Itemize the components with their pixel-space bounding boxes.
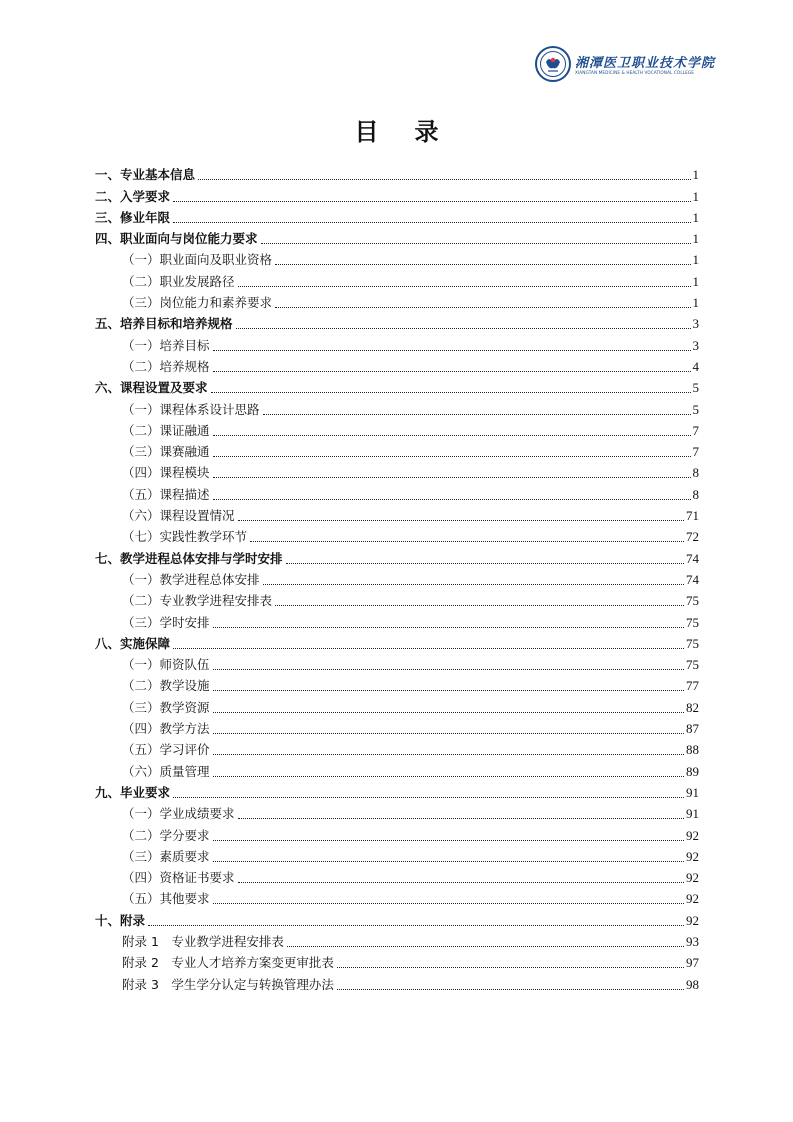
toc-entry-page: 1	[692, 273, 699, 289]
toc-entry-page: 92	[686, 912, 699, 928]
toc-dot-leader	[173, 221, 690, 223]
toc-dot-leader	[148, 924, 684, 926]
toc-entry-page: 92	[686, 827, 699, 843]
toc-entry-page: 71	[686, 508, 699, 524]
toc-dot-leader	[211, 391, 691, 393]
toc-entry-page: 74	[686, 550, 699, 566]
toc-entry-page: 7	[692, 422, 699, 438]
toc-dot-leader	[275, 263, 690, 265]
toc-entry-page: 72	[686, 529, 699, 545]
college-seal-icon	[535, 46, 571, 82]
toc-entry-page: 91	[686, 784, 699, 800]
toc-entry-page: 92	[686, 891, 699, 907]
toc-entry-page: 93	[686, 933, 699, 949]
college-logo	[535, 46, 716, 86]
toc-entry-page: 75	[686, 614, 699, 630]
toc-dot-leader	[173, 796, 684, 798]
toc-entry-page: 74	[686, 571, 699, 587]
toc-entry[interactable]	[95, 886, 699, 907]
toc-entry-label: （二）培养规格	[122, 358, 210, 374]
toc-dot-leader	[337, 966, 684, 968]
toc-entry-label: （六）课程设置情况	[122, 508, 235, 524]
toc-entry[interactable]	[95, 439, 699, 460]
toc-entry-label: （五）学习评价	[122, 742, 210, 758]
toc-entry-page: 91	[686, 806, 699, 822]
toc-dot-leader	[213, 476, 691, 478]
toc-dot-leader	[250, 540, 684, 542]
toc-entry[interactable]	[95, 545, 699, 566]
toc-entry-label: （三）学时安排	[122, 614, 210, 630]
toc-entry[interactable]	[95, 929, 699, 950]
toc-entry[interactable]	[95, 631, 699, 652]
toc-entry-label: （一）学业成绩要求	[122, 806, 235, 822]
toc-entry-label: 十、附录	[95, 912, 146, 928]
toc-entry-label: （三）素质要求	[122, 848, 210, 864]
toc-dot-leader	[275, 604, 684, 606]
toc-entry-label: 附录 1 专业教学进程安排表	[122, 933, 284, 949]
toc-entry-label: （四）教学方法	[122, 721, 210, 737]
toc-dot-leader	[213, 732, 684, 734]
toc-dot-leader	[275, 306, 690, 308]
toc-entry[interactable]	[95, 524, 699, 545]
toc-entry-label: （一）职业面向及职业资格	[122, 252, 273, 268]
toc-entry-page: 5	[692, 380, 699, 396]
toc-entry-page: 92	[686, 848, 699, 864]
toc-entry-label: （三）教学资源	[122, 699, 210, 715]
toc-entry[interactable]	[95, 205, 699, 226]
toc-dot-leader	[173, 647, 684, 649]
toc-dot-leader	[261, 242, 691, 244]
toc-entry[interactable]	[95, 801, 699, 822]
toc-dot-leader	[213, 711, 684, 713]
toc-dot-leader	[337, 988, 684, 990]
college-english-name: XIANGTAN MEDICINE & HEALTH VOCATIONAL COLLEGE	[575, 70, 695, 75]
toc-entry-page: 8	[692, 465, 699, 481]
toc-entry-label: 附录 3 学生学分认定与转换管理办法	[122, 976, 334, 992]
toc-entry-page: 5	[692, 401, 699, 417]
toc-entry-label: 六、课程设置及要求	[95, 380, 208, 396]
toc-entry[interactable]	[95, 503, 699, 524]
toc-entry[interactable]	[95, 737, 699, 758]
toc-entry-page: 1	[692, 209, 699, 225]
toc-entry[interactable]	[95, 481, 699, 502]
toc-entry-label: 附录 2 专业人才培养方案变更审批表	[122, 955, 334, 971]
toc-dot-leader	[287, 945, 684, 947]
toc-entry-page: 1	[692, 188, 699, 204]
toc-entry-page: 4	[692, 358, 699, 374]
toc-entry[interactable]	[95, 460, 699, 481]
toc-entry-label: （七）实践性教学环节	[122, 529, 248, 545]
toc-entry[interactable]	[95, 950, 699, 971]
toc-entry-page: 97	[686, 955, 699, 971]
toc-entry-label: （一）师资队伍	[122, 657, 210, 673]
toc-entry-label: 八、实施保障	[95, 635, 171, 651]
toc-entry[interactable]	[95, 588, 699, 609]
toc-entry-page: 8	[692, 486, 699, 502]
toc-entry-page: 87	[686, 721, 699, 737]
toc-entry[interactable]	[95, 396, 699, 417]
toc-entry-label: 三、修业年限	[95, 209, 171, 225]
toc-dot-leader	[238, 519, 684, 521]
toc-dot-leader	[263, 583, 684, 585]
toc-entry-label: （五）其他要求	[122, 891, 210, 907]
toc-dot-leader	[213, 370, 691, 372]
toc-dot-leader	[213, 455, 691, 457]
toc-dot-leader	[213, 349, 691, 351]
toc-entry-page: 1	[692, 295, 699, 311]
toc-entry-page: 88	[686, 742, 699, 758]
toc-entry[interactable]	[95, 375, 699, 396]
toc-entry[interactable]	[95, 673, 699, 694]
toc-entry-page: 98	[686, 976, 699, 992]
toc-entry-page: 1	[692, 231, 699, 247]
toc-dot-leader	[213, 902, 684, 904]
toc-entry-label: （三）岗位能力和素养要求	[122, 295, 273, 311]
toc-entry-page: 1	[692, 252, 699, 268]
toc-entry-label: 七、教学进程总体安排与学时安排	[95, 550, 283, 566]
toc-entry-label: （二）学分要求	[122, 827, 210, 843]
toc-entry[interactable]	[95, 694, 699, 715]
toc-entry-page: 3	[692, 316, 699, 332]
toc-dot-leader	[173, 200, 690, 202]
toc-dot-leader	[263, 413, 691, 415]
toc-entry[interactable]	[95, 418, 699, 439]
toc-entry-page: 77	[686, 678, 699, 694]
toc-dot-leader	[236, 327, 691, 329]
toc-entry-page: 89	[686, 763, 699, 779]
page-title: 目录	[354, 118, 475, 146]
toc-entry-page: 92	[686, 870, 699, 886]
toc-entry-page: 75	[686, 635, 699, 651]
toc-entry-label: 二、入学要求	[95, 188, 171, 204]
toc-dot-leader	[238, 817, 684, 819]
toc-dot-leader	[213, 498, 691, 500]
toc-entry-label: （一）课程体系设计思路	[122, 401, 260, 417]
toc-entry-page: 1	[692, 167, 699, 183]
toc-entry-label: （一）教学进程总体安排	[122, 571, 260, 587]
toc-entry-label: （一）培养目标	[122, 337, 210, 353]
toc-dot-leader	[213, 775, 684, 777]
toc-entry[interactable]	[95, 971, 699, 992]
toc-dot-leader	[213, 839, 684, 841]
toc-entry-label: （四）课程模块	[122, 465, 210, 481]
toc-dot-leader	[213, 668, 684, 670]
toc-dot-leader	[213, 860, 684, 862]
toc-entry-label: （二）课证融通	[122, 422, 210, 438]
toc-entry[interactable]	[95, 822, 699, 843]
toc-dot-leader	[213, 434, 691, 436]
toc-entry-label: （三）课赛融通	[122, 444, 210, 460]
toc-dot-leader	[238, 881, 684, 883]
toc-dot-leader	[213, 626, 684, 628]
toc-entry-page: 82	[686, 699, 699, 715]
toc-entry[interactable]	[95, 716, 699, 737]
toc-entry-label: （二）教学设施	[122, 678, 210, 694]
toc-entry[interactable]	[95, 311, 699, 332]
toc-dot-leader	[198, 178, 690, 180]
toc-entry-label: （二）职业发展路径	[122, 273, 235, 289]
toc-dot-leader	[286, 562, 684, 564]
college-name: 湘潭医卫职业技术学院	[575, 56, 716, 71]
table-of-contents	[95, 162, 699, 993]
toc-entry[interactable]	[95, 567, 699, 588]
toc-entry[interactable]	[95, 247, 699, 268]
toc-entry[interactable]	[95, 354, 699, 375]
toc-entry-page: 7	[692, 444, 699, 460]
toc-entry[interactable]	[95, 758, 699, 779]
toc-entry[interactable]	[95, 268, 699, 289]
toc-entry-label: 五、培养目标和培养规格	[95, 316, 233, 332]
toc-entry-label: （四）资格证书要求	[122, 870, 235, 886]
toc-entry-page: 75	[686, 657, 699, 673]
toc-entry[interactable]	[95, 162, 699, 183]
toc-dot-leader	[213, 689, 684, 691]
toc-entry-page: 75	[686, 593, 699, 609]
toc-entry-label: 四、职业面向与岗位能力要求	[95, 231, 258, 247]
toc-entry[interactable]	[95, 290, 699, 311]
toc-entry[interactable]	[95, 609, 699, 630]
toc-entry[interactable]	[95, 780, 699, 801]
toc-entry[interactable]	[95, 865, 699, 886]
toc-dot-leader	[238, 285, 691, 287]
toc-entry[interactable]	[95, 844, 699, 865]
toc-entry-label: （二）专业教学进程安排表	[122, 593, 273, 609]
toc-dot-leader	[213, 753, 684, 755]
toc-entry-label: （六）质量管理	[122, 763, 210, 779]
toc-entry[interactable]	[95, 907, 699, 928]
toc-entry-label: （五）课程描述	[122, 486, 210, 502]
toc-entry[interactable]	[95, 652, 699, 673]
toc-entry-label: 一、专业基本信息	[95, 167, 196, 183]
toc-entry-label: 九、毕业要求	[95, 784, 171, 800]
toc-entry[interactable]	[95, 332, 699, 353]
toc-entry[interactable]	[95, 183, 699, 204]
toc-entry-page: 3	[692, 337, 699, 353]
toc-entry[interactable]	[95, 226, 699, 247]
